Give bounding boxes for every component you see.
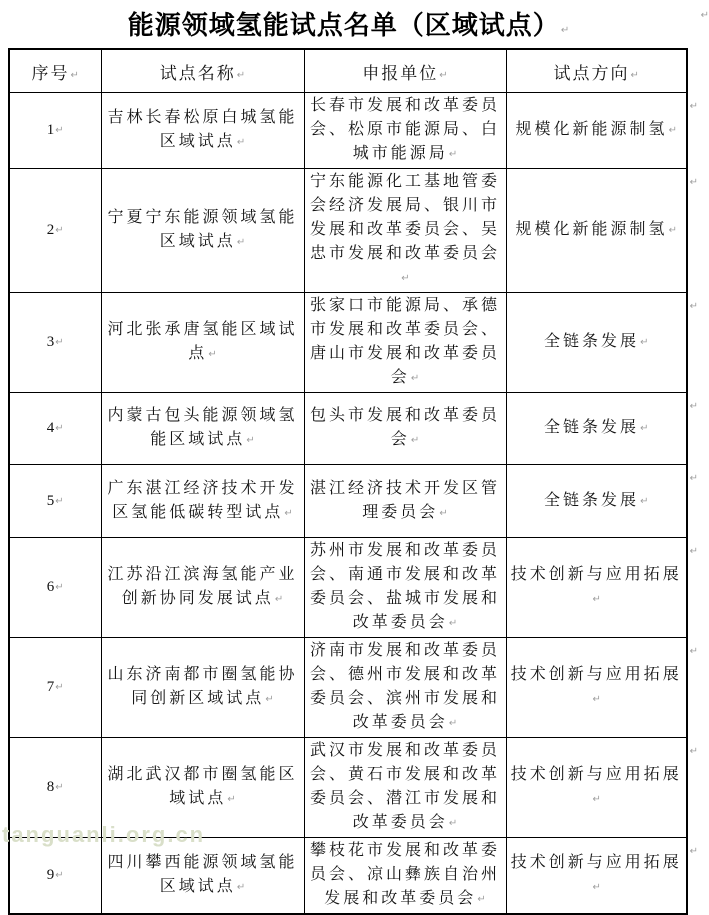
header-pilot-name-label: 试点名称 [159, 63, 236, 83]
cell-pilot-name [101, 465, 304, 538]
serial-text: 4 [46, 420, 55, 436]
cell-pilot-name [101, 393, 304, 465]
pilot-direction-text: 技术创新与应用拓展 [510, 566, 682, 583]
declaring-unit-text: 济南市发展和改革委员会、德州市发展和改革委员会、滨州市发展和改革委员会 [309, 642, 500, 731]
table-row [9, 838, 687, 915]
end-of-cell-mark: ↵ [236, 137, 246, 148]
cell-declaring-unit [304, 465, 506, 538]
serial-text: 7 [46, 679, 55, 695]
cell-pilot-direction [506, 538, 698, 638]
pilot-name-text: 吉林长春松原白城氢能区域试点 [107, 109, 298, 150]
end-of-cell-mark: ↵ [592, 594, 601, 605]
end-of-cell-mark: ↵ [630, 69, 639, 81]
end-of-cell-mark: ↵ [55, 423, 64, 434]
pilot-direction-text: 技术创新与应用拓展 [510, 766, 682, 783]
cell-serial [9, 293, 101, 393]
declaring-unit-text: 长春市发展和改革委员会、松原市能源局、白城市能源局 [309, 97, 500, 162]
cell-pilot-name [101, 169, 304, 293]
end-of-cell-mark: ↵ [55, 125, 64, 136]
end-of-cell-mark: ↵ [640, 495, 649, 507]
end-of-row-mark: ↵ [689, 473, 698, 484]
header-pilot-direction [506, 10, 709, 93]
cell-serial [9, 393, 101, 465]
declaring-unit-text: 宁东能源化工基地管委会经济发展局、银川市发展和改革委员会、吴忠市发展和改革委员会 [309, 173, 500, 262]
end-of-cell-mark: ↵ [55, 782, 64, 793]
pilot-name-text: 河北张承唐氢能区域试点 [107, 321, 298, 362]
end-of-cell-mark: ↵ [592, 882, 601, 893]
end-of-cell-mark: ↵ [410, 373, 420, 384]
cell-pilot-direction [506, 93, 698, 169]
cell-declaring-unit [304, 538, 506, 638]
header-pilot-name [101, 49, 304, 93]
end-of-cell-mark: ↵ [439, 507, 448, 519]
end-of-row-mark: ↵ [689, 301, 698, 312]
header-declaring-unit-label: 申报单位 [362, 63, 439, 83]
cell-declaring-unit [304, 293, 506, 393]
end-of-row-mark: ↵ [689, 746, 698, 757]
end-of-cell-mark: ↵ [668, 225, 677, 236]
table-row [9, 169, 687, 293]
cell-serial [9, 738, 101, 838]
table-header-row [9, 49, 687, 93]
serial-text: 3 [46, 334, 55, 350]
end-of-cell-mark: ↵ [477, 894, 486, 905]
end-of-cell-mark: ↵ [401, 273, 410, 284]
cell-pilot-direction [506, 465, 698, 538]
table-row [9, 293, 687, 393]
pilot-direction-text: 技术创新与应用拓展 [510, 666, 682, 683]
cell-pilot-name [101, 538, 304, 638]
declaring-unit-text: 苏州市发展和改革委员会、南通市发展和改革委员会、盐城市发展和改革委员会 [309, 542, 500, 631]
end-of-row-mark: ↵ [689, 546, 698, 557]
cell-pilot-direction [506, 638, 698, 738]
pilot-name-text: 湖北武汉都市圈氢能区域试点 [107, 766, 298, 807]
cell-declaring-unit [304, 738, 506, 838]
header-pilot-direction-label: 试点方向 [553, 63, 630, 83]
serial-text: 5 [46, 492, 55, 509]
end-of-cell-mark: ↵ [246, 435, 255, 446]
header-serial-label: 序号 [31, 63, 70, 83]
declaring-unit-text: 武汉市发展和改革委员会、黄石市发展和改革委员会、潜江市发展和改革委员会 [309, 742, 500, 831]
pilot-name-text: 广东湛江经济技术开发区氢能低碳转型试点 [107, 479, 298, 521]
cell-pilot-direction [506, 393, 698, 465]
serial-text: 2 [46, 222, 55, 238]
end-of-cell-mark: ↵ [55, 337, 64, 348]
end-of-row-mark: ↵ [689, 401, 698, 412]
end-of-cell-mark: ↵ [640, 423, 649, 434]
end-of-cell-mark: ↵ [227, 794, 236, 805]
declaring-unit-text: 攀枝花市发展和改革委员会、凉山彝族自治州发展和改革委员会 [309, 842, 500, 907]
cell-declaring-unit [304, 838, 506, 915]
end-of-cell-mark: ↵ [410, 435, 420, 446]
cell-serial [9, 93, 101, 169]
pilot-direction-text: 全链条发展 [544, 333, 640, 350]
cell-serial [9, 169, 101, 293]
declaring-unit-text: 湛江经济技术开发区管理委员会 [309, 479, 500, 521]
header-serial [9, 49, 101, 93]
cell-pilot-name [101, 838, 304, 915]
end-of-cell-mark: ↵ [55, 495, 64, 507]
pilot-direction-text: 规模化新能源制氢 [515, 121, 668, 138]
table-row [9, 638, 687, 738]
pilot-direction-text: 规模化新能源制氢 [515, 221, 668, 238]
end-of-cell-mark: ↵ [55, 682, 64, 693]
serial-text: 1 [46, 122, 55, 138]
cell-pilot-direction [506, 169, 698, 293]
watermark: tanguanli.org.cn [2, 822, 206, 847]
pilot-name-text: 内蒙古包头能源领域氢能区域试点 [107, 407, 298, 448]
pilot-direction-text: 全链条发展 [544, 491, 640, 509]
table-row [9, 465, 687, 538]
pilot-name-text: 四川攀西能源领域氢能区域试点 [107, 854, 298, 895]
pilot-name-text: 江苏沿江滨海氢能产业创新协同发展试点 [107, 566, 298, 607]
end-of-cell-mark: ↵ [284, 507, 293, 519]
pilot-direction-text: 全链条发展 [544, 419, 640, 436]
end-of-cell-mark: ↵ [70, 69, 79, 81]
table-row [9, 538, 687, 638]
end-of-cell-mark: ↵ [236, 237, 246, 248]
cell-pilot-name [101, 93, 304, 169]
end-of-cell-mark: ↵ [592, 694, 601, 705]
end-of-cell-mark: ↵ [448, 718, 458, 729]
cell-pilot-direction [506, 738, 698, 838]
cell-serial [9, 838, 101, 915]
table-row [9, 738, 687, 838]
cell-serial [9, 538, 101, 638]
end-of-cell-mark: ↵ [668, 125, 677, 136]
end-of-paragraph-mark: ↵ [560, 25, 570, 36]
cell-serial [9, 638, 101, 738]
end-of-cell-mark: ↵ [208, 349, 217, 360]
declaring-unit-text: 张家口市能源局、承德市发展和改革委员会、唐山市发展和改革委员会 [309, 297, 500, 386]
table-row [9, 93, 687, 169]
cell-pilot-direction [506, 838, 698, 915]
pilot-name-text: 宁夏宁东能源领域氢能区域试点 [107, 209, 298, 250]
end-of-cell-mark: ↵ [55, 870, 64, 881]
end-of-cell-mark: ↵ [448, 618, 458, 629]
serial-text: 9 [46, 867, 55, 883]
end-of-cell-mark: ↵ [439, 69, 448, 81]
end-of-row-mark: ↵ [689, 846, 698, 857]
cell-declaring-unit [304, 93, 506, 169]
cell-declaring-unit [304, 169, 506, 293]
end-of-row-mark: ↵ [689, 177, 698, 188]
declaring-unit-text: 包头市发展和改革委员会 [309, 407, 500, 448]
end-of-row-mark: ↵ [689, 646, 698, 657]
cell-declaring-unit [304, 638, 506, 738]
end-of-cell-mark: ↵ [265, 694, 274, 705]
end-of-cell-mark: ↵ [448, 149, 458, 160]
header-declaring-unit [304, 49, 506, 93]
page-title: 能源领域氢能试点名单（区域试点） [127, 10, 560, 40]
document-header [0, 8, 697, 42]
end-of-cell-mark: ↵ [448, 818, 458, 829]
end-of-row-mark: ↵ [700, 10, 709, 21]
end-of-cell-mark: ↵ [55, 225, 64, 236]
end-of-cell-mark: ↵ [55, 582, 64, 593]
end-of-cell-mark: ↵ [236, 882, 246, 893]
table-row [9, 393, 687, 465]
cell-pilot-name [101, 738, 304, 838]
cell-pilot-name [101, 293, 304, 393]
serial-text: 6 [46, 579, 55, 595]
serial-text: 8 [46, 779, 55, 795]
end-of-cell-mark: ↵ [274, 594, 284, 605]
pilot-name-text: 山东济南都市圈氢能协同创新区域试点 [107, 666, 298, 707]
cell-declaring-unit [304, 393, 506, 465]
cell-serial [9, 465, 101, 538]
cell-pilot-direction [506, 293, 698, 393]
cell-pilot-name [101, 638, 304, 738]
end-of-cell-mark: ↵ [236, 69, 246, 81]
pilot-direction-text: 技术创新与应用拓展 [510, 854, 682, 871]
end-of-row-mark: ↵ [689, 101, 698, 112]
end-of-cell-mark: ↵ [640, 337, 649, 348]
end-of-cell-mark: ↵ [592, 794, 601, 805]
